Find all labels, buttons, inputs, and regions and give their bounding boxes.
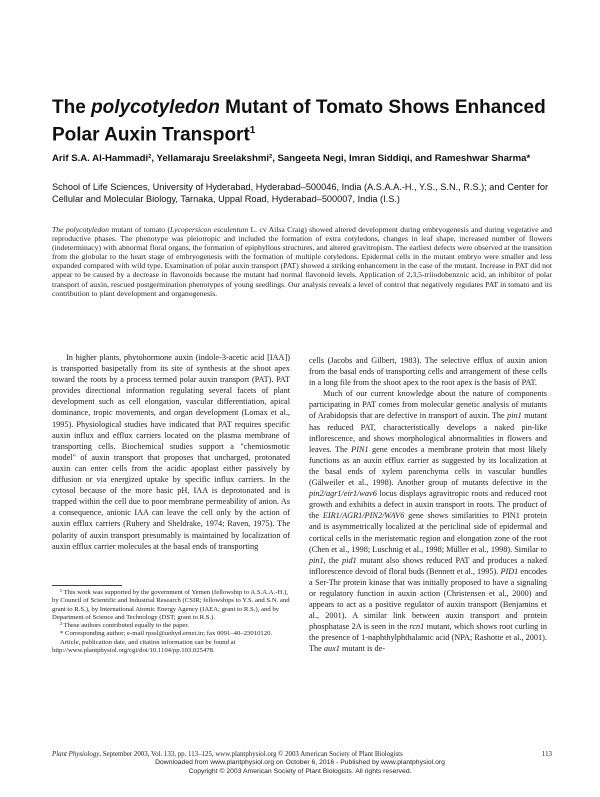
gene-term: aux1 (323, 644, 340, 654)
journal-details: , September 2003, Vol. 133, pp. 113–125, www.plantphysiol.org © 2003 American Society of Plant Biologists (99, 751, 403, 758)
gene-term: pin1 (309, 555, 324, 565)
body-column-left (52, 352, 290, 552)
text-run: gene encodes a membrane protein that most likely functions as an auxin efflux carrier as suggested by its localization at the basal ends of xylem parenchyma cells in vascular bundles (Gälweiler et al., 1998). Another group of mutants defective in the (309, 444, 547, 488)
gene-term: rcn1 (409, 622, 425, 632)
author-list: Arif S.A. Al-Hammadi², Yellamaraju Sreelakshmi², Sangeeta Negi, Imran Siddiqi, and Rameshwar Sharma* (52, 153, 531, 164)
download-notice: Downloaded from www.plantphysiol.org on October 6, 2016 - Published by www.plantphysiol.org (155, 759, 445, 766)
journal-name: Plant Physiology (52, 751, 100, 758)
title-post: Mutant of Tomato Shows Enhanced Polar Auxin Transport (52, 97, 546, 146)
text-run: gene shows similarities to PIN1 protein and is asymmetrically localized at the periclinal side of epidermal and cortical cells in the meristematic region and elongation zone of the root (Chen et al., 1998; Luschnig et al., 1998; Müller et al., 1998). Similar to (309, 511, 547, 554)
copyright-notice: Copyright © 2003 American Society of Plant Biologists. All rights reserved. (188, 768, 412, 775)
affiliation: School of Life Sciences, University of Hyderabad, Hyderabad–500046, India (A.S.A.A.-H., Y.S., S.N., R.S.); and Center for Cellular and Molecular Biology, Tarnaka, Uppal Road, Hyderabad–500007, India (I.S.) (52, 182, 549, 205)
title-pre: The (52, 97, 92, 118)
title-italic-term: polycotyledon (91, 97, 220, 118)
gene-term: PID1 (500, 566, 519, 576)
text-run: Much of our current knowledge about the nature of components participating in PAT comes from molecular genetic analysis of mutants of Arabidopsis that are defective in transport of auxin. The (309, 389, 547, 421)
journal-citation-line (52, 750, 552, 759)
footnote-citation-info: Article, publication date, and citation information can be found at http://www.plantphysiol.org/cgi/doi/10.1104/pp.103.025478. (52, 638, 236, 655)
gene-term: EIR1/AGR1/PIN2/WAV6 (322, 511, 405, 521)
body-paragraph (309, 388, 547, 654)
gene-term: pin2/agr1/eir1/wav6 (309, 489, 377, 499)
abstract-mutant-name: The polycotyledon (52, 225, 109, 234)
text-run: encodes a Ser-Thr protein kinase that was initially proposed to have a signaling or regulatory function in auxin action (Christensen et al., 2000) and appears to act as a positive regulator of auxin transport (Benjamins et al., 2001). A similar link between auxin transport and protein phosphatase 2A is seen in the (309, 566, 547, 632)
title-footnote-marker: 1 (249, 125, 256, 136)
page-number: 113 (541, 751, 552, 758)
text-run: mutant also shows reduced PAT and produces a naked inflorescence devoid of floral buds (Bennett et al., 1995). (309, 555, 547, 576)
text-run: mutant is de- (339, 644, 386, 654)
text-run: mutant has reduced PAT, characteristically develops a naked pin-like inflorescence, and shows morphological abnormalities in flowers and leaves. The (309, 411, 547, 454)
article-title (52, 96, 552, 146)
footnote-equal-contribution: ² These authors contributed equally to the paper. (60, 622, 189, 630)
gene-term: PIN1 (351, 444, 369, 454)
footnote-corresponding-author: * Corresponding author; e-mail rpssl@uohyd.ernet.in; fax 0091–40–23010120. (60, 630, 273, 638)
text-run: locus displays agravitropic roots and reduced root growth and exhibits a defect in auxin transport in roots. The product of the (309, 489, 547, 521)
abstract-species: Lycopersicon esculentum (170, 225, 249, 234)
abstract-body: L. cv Ailsa Craig) showed altered development during embryogenesis and during vegetative and reproductive phases. The phenotype was pleiotropic and included the formation of extra cotyledons, changes in leaf shape, increased number of flowers (indeterminacy) with abnormal floral organs, the formation of epiphyllous structures, and altered gravitropism. The earliest defects were observed at the transition from the globular to the heart stage of embryogenesis with the formation of multiple cotyledons. Epidermal cells in the mutant embryo were smaller and less expanded compared with wild type. Examination of polar auxin transport (PAT) showed a striking enhancement in the case of the mutant. Increase in PAT did not appear to be caused by a decrease in flavonoids because the mutant had normal flavonoid levels. Application of 2,3,5-triiodobenzoic acid, an inhibitor of polar transport of auxin, rescued postgermination phenotypes of young seedlings. Our analysis reveals a level of control that negatively regulates PAT in tomato and its contribution to plant development and organogenesis. (52, 225, 552, 298)
footnotes (52, 589, 290, 655)
footnote-funding: ¹ This work was supported by the government of Yemen (fellowship to A.S.A.A.-H.), by Council of Scientific and Industrial Research (CSIR; fellowships to Y.S. and S.N. and grant to R.S.), by International Atomic Energy Agency (IAEA; grant to R.S.), and by Department of Science and Technology (DST; grant to R.S.). (52, 589, 290, 621)
gene-term: pid1 (342, 555, 357, 565)
text-run: mutant, which shows root curling in the presence of 1-naphthylphthalamic acid (NPA; Rashotte et al., 2001). The (309, 622, 547, 654)
body-column-right (309, 355, 547, 655)
body-paragraph: In higher plants, phytohormone auxin (indole-3-acetic acid [IAA]) is transported basipetally from its site of synthesis at the shoot apex toward the roots by a process termed polar auxin transport (PAT). PAT provides directional information regulating several facets of plant development such as cell elongation, vascular differentiation, apical dominance, tropic movements, and organ development (Lomax et al., 1995). Physiological studies have indicated that PAT requires specific auxin influx and efflux carriers located on the plasma membrane of transporting cells. Biochemical studies support a "chemiosmotic model" of auxin transport that proposes that uncharged, protonated auxin can enter cells from the acidic apoplast either passively by diffusion or via energized uptake by specific influx carriers. In the cytosol because of the more basic pH, IAA is deprotonated and is trapped within the cell due to poor membrane permeability of anion. As a consequence, anionic IAA can leave the cell only by the action of auxin efflux carriers (Rubery and Sheldrake, 1974; Raven, 1975). The polarity of auxin transport presumably is maintained by localization of auxin efflux carrier molecules at the basal ends of transporting (52, 353, 290, 551)
abstract (52, 225, 552, 298)
footnote-divider (52, 585, 122, 586)
text-run: , the (323, 555, 343, 565)
abstract-lead: mutant of tomato ( (109, 225, 171, 234)
body-paragraph-continued: cells (Jacobs and Gilbert, 1983). The selective efflux of auxin anion from the basal ends of transporting cells and arrangement of these cells in a long file from the shoot apex to the root apex is the basis of PAT. (309, 356, 547, 388)
gene-term: pin1 (507, 411, 522, 421)
